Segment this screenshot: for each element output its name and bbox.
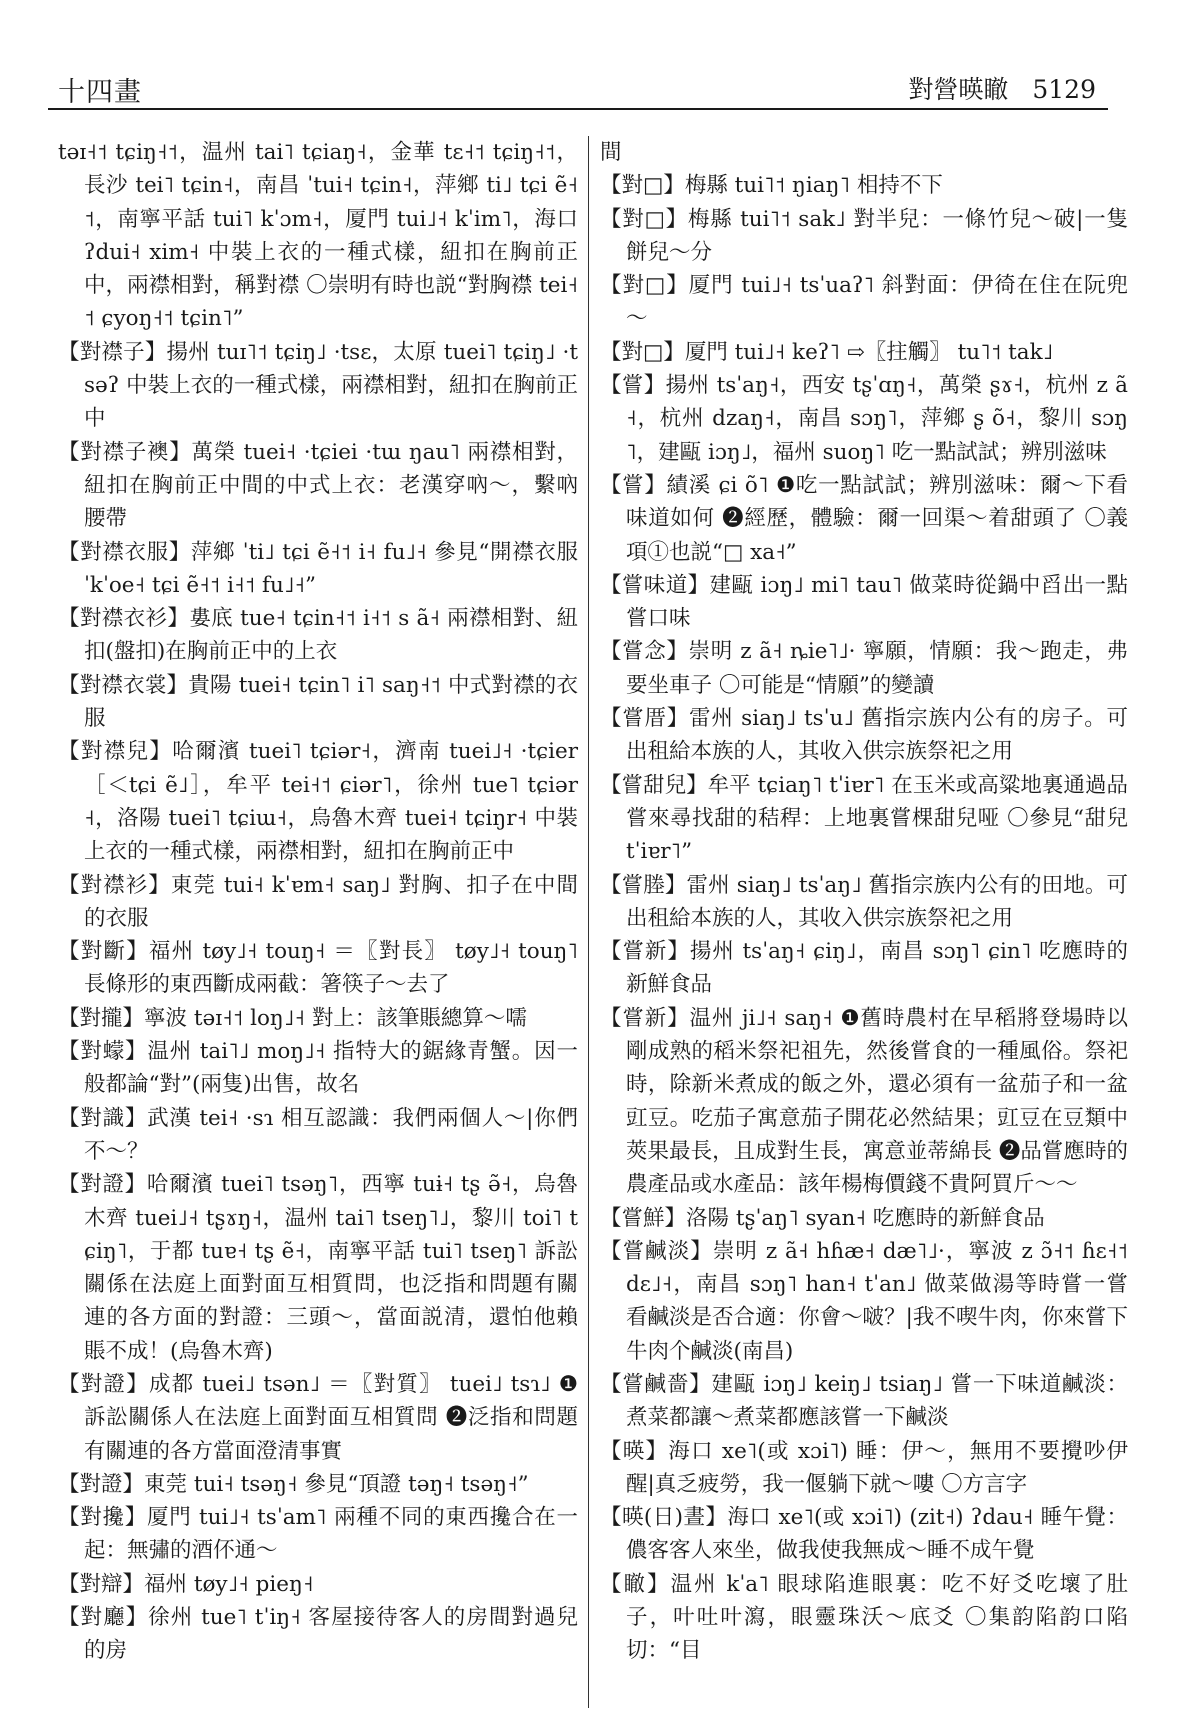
entry: 【對證】哈爾濱 tuei˥ tsəŋ˥，西寧 tuɨ˧ tʂ ə̃˧，烏魯木齊 tuei˩˧ tʂɤŋ˧，温州 tai˥ tseŋ˥˩，黎川 toi˥ tɕiŋ˥，于都 tuɐ˧ tʂ ẽ˧，南寧平話 tui˥ tseŋ˥ 訴訟關係在法庭上面對面互相質問，也泛指和問題有關連的各方面的對證：三頭～，當面説清，還怕他賴賬不成！(烏魯木齊) bbox=[58, 1172, 578, 1364]
entry: 【對攏】寧波 təɪ˧˦ loŋ˩˧ 對上：該筆賬總算～嚅 bbox=[58, 1005, 527, 1031]
entry: 【嘗】績溪 ɕi õ˥ ❶吃一點試試；辨別滋味：爾～下看味道如何 ❷經歷，體驗：爾一回渠～着甜頭了 〇義項①也説“□ xa˧” bbox=[600, 472, 1128, 565]
running-head bbox=[908, 70, 1096, 106]
section-label: 十四畫 bbox=[58, 77, 142, 108]
entry: 【對襟子襖】萬榮 tuei˧ ·tɕiei ·tɯ ŋau˥ 兩襟相對，紐扣在胸前正中間的中式上衣：老漢穿吶～，繫吶腰帶 bbox=[58, 439, 578, 532]
entry: 【嘗味道】建甌 iɔŋ˩ mi˥ tau˥ 做菜時從鍋中舀出一點嘗口味 bbox=[600, 572, 1128, 632]
entry: 【嘗新】揚州 tsˈaŋ˧ ɕiŋ˩，南昌 sɔŋ˥ ɕin˥ 吃應時的新鮮食品 bbox=[600, 939, 1128, 998]
page-number: 5129 bbox=[1032, 75, 1096, 104]
entry: 【對斷】福州 tøy˩˧ touŋ˧ ＝〖對長〗 tøy˩˧ touŋ˥ 長條形的東西斷成兩截：箸筷子～去了 bbox=[58, 939, 578, 998]
entry: 【對辯】福州 tøy˩˧ pieŋ˧ bbox=[58, 1571, 314, 1597]
entry: 【對廳】徐州 tue˥ tˈiŋ˧ 客屋接待客人的房間對過兒的房 bbox=[58, 1605, 578, 1664]
entry: 【對襟兒】哈爾濱 tuei˥ tɕiər˧，濟南 tuei˩˧ ·tɕier［＜tɕi ẽ˩］，牟平 tei˧˦ ɕiər˥，徐州 tue˥ tɕiər˧，洛陽 tuei˥ tɕiɯ˧，烏魯木齊 tuei˧ tɕiŋr˧ 中裝上衣的一種式樣，兩襟相對，紐扣在胸前正中 bbox=[58, 739, 578, 865]
entry: 【對攙】厦門 tui˩˧ tsˈam˥ 兩種不同的東西攙合在一起：無彇的酒伓通～ bbox=[58, 1505, 578, 1564]
entry: 【對□】厦門 tui˩˧ tsˈuaʔ˥ 斜對面：伊徛在住在阮兜～ bbox=[600, 273, 1128, 332]
entry: 【嘗新】温州 ji˩˧ saŋ˧ ❶舊時農村在早稻將登場時以剛成熟的稻米祭祀祖先，然後嘗食的一種風俗。祭祀時，除新米煮成的飯之外，還必須有一盆茄子和一盆豇豆。吃茄子寓意茄子開花必然結果；豇豆在豆類中莢果最長，且成對生長，寓意並蒂綿長 ❷品嘗應時的農產品或水產品：該年楊梅價錢不貴阿買斤～～ bbox=[600, 1005, 1128, 1198]
entry: 【暎】海口 xe˥(或 xɔi˥) 睡：伊～，無用不要攪吵伊醒|真乏疲勞，我一偃躺下就～嘍 〇方言字 bbox=[600, 1438, 1128, 1497]
entry: 【對襟衣裳】貴陽 tuei˧ tɕin˥ i˥ saŋ˧˦ 中式對襟的衣服 bbox=[58, 672, 578, 732]
entry: 【對識】武漢 tei˧ ·sɿ 相互認識：我們兩個人～|你們不～？ bbox=[58, 1105, 578, 1164]
right-column bbox=[600, 136, 1128, 1668]
entry: 【對襟子】揚州 tuɪ˥˦ tɕiŋ˩ ·tsɛ，太原 tuei˥ tɕiŋ˩ ·tsəʔ 中裝上衣的一種式樣，兩襟相對，紐扣在胸前正中 bbox=[58, 339, 578, 432]
left-column bbox=[58, 136, 578, 1668]
entry: 【嘗鹹淡】崇明 z ã˧ hɦæ˧ dæ˥˩·，寧波 z ɔ̃˧˦ ɦɛ˧˦ dɛ˩˧，南昌 sɔŋ˥ han˧ tˈan˩ 做菜做湯等時嘗一嘗看鹹淡是否合適：你會～啵？|我不喫牛肉，你來嘗下牛肉个鹹淡(南昌) bbox=[600, 1238, 1128, 1364]
head-characters: 對營暎瞮 bbox=[908, 75, 1009, 104]
entry: təɪ˧˦ tɕiŋ˧˦，温州 tai˥ tɕiaŋ˧，金華 tɛ˧˦ tɕiŋ˧˦，長沙 tei˥ tɕin˧，南昌 ˈtui˧ tɕin˧，萍鄉 ti˩ tɕi ẽ˧˦，南寧平話 tui˥ kˈɔm˧，厦門 tui˩˧ kˈim˥，海口 ʔdui˧ xim˧ 中裝上衣的一種式樣，紐扣在胸前正中，兩襟相對，稱對襟 〇崇明有時也説“對胸襟 tei˧˦ ɕyoŋ˧˦ tɕin˥” bbox=[58, 140, 578, 332]
page-header bbox=[48, 60, 1108, 110]
entry: 【嘗甜兒】牟平 tɕiaŋ˥ tˈiɐr˥ 在玉米或高粱地裏通過品嘗來尋找甜的秸稈：上地裏嘗棵甜兒哑 〇參見“甜兒 tˈiɐr˥” bbox=[600, 772, 1128, 865]
entry: 【嘗】揚州 tsˈaŋ˧，西安 tʂˈɑŋ˧，萬榮 ʂɤ˧，杭州 z ã˧，杭州 dzaŋ˧，南昌 sɔŋ˥，萍鄉 ʂ õ˧，黎川 sɔŋ˥，建甌 iɔŋ˩，福州 suoŋ˥ 吃一點試試；辨別滋味 bbox=[600, 373, 1128, 465]
entry: 【對證】成都 tuei˩ tsən˩ ＝〖對質〗 tuei˩ tsɿ˩ ❶訴訟關係人在法庭上面對面互相質問 ❷泛指和問題有關連的各方當面澄清事實 bbox=[58, 1371, 578, 1464]
entry: 【對襟衫】東莞 tui˧ kˈɐm˧ saŋ˩ 對胸、扣子在中間的衣服 bbox=[58, 872, 578, 931]
entry: 【嘗厝】雷州 siaŋ˩ tsˈu˩ 舊指宗族内公有的房子。可出租給本族的人，其收入供宗族祭祀之用 bbox=[600, 706, 1128, 765]
entry: 【瞮】温州 kˈa˥ 眼球陷進眼裏：吃不好爻吃壞了肚子，叶吐叶瀉，眼靈珠沃～底爻 〇集韵陷韵口陷切：“目 bbox=[600, 1571, 1128, 1664]
entry: 【暎(日)晝】海口 xe˥(或 xɔi˥) (zit˧) ʔdau˧ 睡午覺：儂客客人來坐，做我使我無成～睡不成午覺 bbox=[600, 1505, 1128, 1564]
entry: 【對蠓】温州 tai˥˩ moŋ˩˧ 指特大的鋸緣青蟹。因一般都論“對”(兩隻)出售，故名 bbox=[58, 1039, 578, 1098]
entry: 【對襟衣服】萍鄉 ˈti˩ tɕi ẽ˧˦ i˧ fu˩˧ 參見“開襟衣服 ˈkˈoe˧ tɕi ẽ˧˦ i˧˦ fu˩˧” bbox=[58, 539, 578, 598]
entry: 【嘗鹹嗇】建甌 iɔŋ˩ keiŋ˩ tsiaŋ˩ 嘗一下味道鹹淡：煮菜都讓～煮菜都應該嘗一下鹹淡 bbox=[600, 1371, 1128, 1431]
entry: 【嘗念】崇明 z ã˧ ȵie˥˩· 寧願，情願：我～跑走，弗要坐車子 〇可能是“情願”的變讀 bbox=[600, 639, 1128, 698]
entry: 【對證】東莞 tui˧ tsəŋ˧ 參見“頂證 təŋ˧ tsəŋ˧” bbox=[58, 1471, 529, 1497]
entry: 【對□】梅縣 tui˥˦ ŋiaŋ˥ 相持不下 bbox=[600, 173, 943, 199]
entry: 【嘗塍】雷州 siaŋ˩ tsˈaŋ˩ 舊指宗族内公有的田地。可出租給本族的人，其收入供宗族祭祀之用 bbox=[600, 872, 1128, 931]
entry: 【對襟衣衫】婁底 tue˧ tɕin˧˦ i˧˦ s ã˧ 兩襟相對、紐扣(盤扣)在胸前正中的上衣 bbox=[58, 606, 578, 665]
entry: 間 bbox=[600, 140, 622, 165]
header-rule bbox=[48, 108, 1108, 110]
column-divider bbox=[588, 136, 589, 1708]
entry: 【對□】梅縣 tui˥˦ sak˩ 對半兒：一條竹兒～破|一隻餅兒～分 bbox=[600, 206, 1128, 265]
entry: 【嘗鮮】洛陽 tʂˈaŋ˥ syan˧ 吃應時的新鮮食品 bbox=[600, 1205, 1045, 1231]
entry: 【對□】厦門 tui˩˧ keʔ˥ ⇨〖拄觸〗 tu˥˦ tak˩ bbox=[600, 339, 1054, 365]
